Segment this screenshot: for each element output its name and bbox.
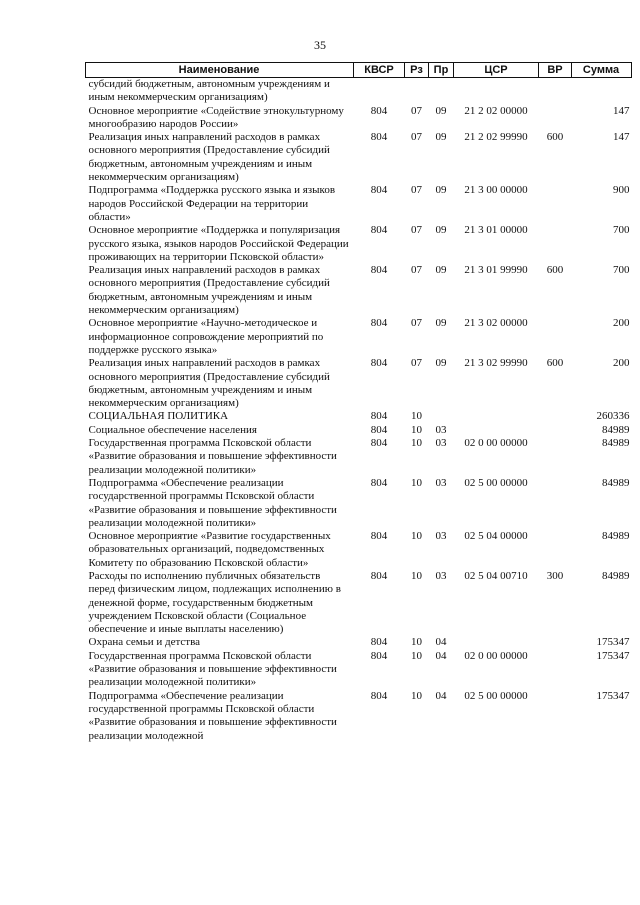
cell-vr xyxy=(539,636,572,649)
cell-vr xyxy=(539,410,572,423)
cell-csr: 21 3 02 99990 xyxy=(464,357,528,370)
cell-sum: 260336 xyxy=(596,410,630,423)
cell-pr: 09 xyxy=(435,224,447,237)
header-sum: Сумма xyxy=(572,63,632,78)
cell-kvsr: 804 xyxy=(370,264,388,277)
table-row xyxy=(86,410,632,423)
cell-pr: 09 xyxy=(435,357,447,370)
cell-kvsr: 804 xyxy=(370,131,388,144)
budget-table xyxy=(85,62,632,743)
cell-sum: 147 xyxy=(613,131,630,144)
cell-sum: 900 xyxy=(613,184,630,197)
cell-vr xyxy=(539,650,572,690)
cell-kvsr: 804 xyxy=(370,689,388,702)
cell-kvsr: 804 xyxy=(370,476,388,489)
cell-csr xyxy=(454,410,539,423)
cell-pr xyxy=(429,78,454,105)
cell-name: Государственная программа Псковской области «Развитие образования и повышение эффективности реализации молодежной политики» xyxy=(88,649,337,689)
cell-name: Социальное обеспечение населения xyxy=(88,423,257,436)
cell-rz: 10 xyxy=(411,476,422,489)
cell-sum: 700 xyxy=(613,264,630,277)
cell-rz: 10 xyxy=(411,569,422,582)
cell-pr: 03 xyxy=(435,437,447,450)
cell-rz: 07 xyxy=(411,357,422,370)
cell-kvsr: 804 xyxy=(370,317,388,330)
cell-kvsr: 804 xyxy=(370,437,388,450)
cell-name: Подпрограмма «Обеспечение реализации государственной программы Псковской области «Развитие образования и повышение эффективности реализации молодежной xyxy=(88,689,337,742)
cell-name: Основное мероприятие «Научно-методическое и информационное сопровождение мероприятий по поддержке русского языка» xyxy=(88,317,324,356)
cell-kvsr: 804 xyxy=(370,530,388,543)
header-pr: Пр xyxy=(429,63,454,78)
cell-kvsr: 804 xyxy=(370,410,388,423)
cell-name: Реализация иных направлений расходов в рамках основного мероприятия (Предоставление субсидий бюджетным, автономным учреждениям и иным некоммерческим организациям) xyxy=(88,264,330,317)
table-header-row xyxy=(86,63,632,78)
cell-sum: 175347 xyxy=(596,689,630,702)
cell-pr: 09 xyxy=(435,131,447,144)
cell-rz: 07 xyxy=(411,184,422,197)
cell-sum: 84989 xyxy=(602,437,630,450)
cell-sum: 84989 xyxy=(602,530,630,543)
cell-csr: 21 3 01 00000 xyxy=(464,224,528,237)
cell-csr: 02 0 00 00000 xyxy=(464,437,528,450)
cell-sum: 84989 xyxy=(602,476,630,489)
cell-kvsr: 804 xyxy=(370,224,388,237)
cell-name: Реализация иных направлений расходов в рамках основного мероприятия (Предоставление субсидий бюджетным, автономным учреждениям и иным некоммерческим организациям) xyxy=(88,357,330,410)
cell-csr: 21 2 02 00000 xyxy=(464,104,528,117)
cell-name: СОЦИАЛЬНАЯ ПОЛИТИКА xyxy=(88,410,229,423)
table-row xyxy=(86,424,632,437)
cell-sum: 147 xyxy=(613,104,630,117)
table-row xyxy=(86,530,632,570)
table-row xyxy=(86,264,632,317)
cell-sum: 200 xyxy=(613,317,630,330)
cell-kvsr: 804 xyxy=(370,184,388,197)
cell-vr: 600 xyxy=(546,357,564,370)
cell-csr: 21 2 02 99990 xyxy=(464,131,528,144)
table-row xyxy=(86,437,632,477)
cell-vr xyxy=(539,224,572,264)
header-name: Наименование xyxy=(86,63,354,78)
cell-rz: 07 xyxy=(411,317,422,330)
cell-name: Охрана семьи и детства xyxy=(88,636,201,649)
cell-kvsr: 804 xyxy=(370,357,388,370)
table-row xyxy=(86,131,632,184)
cell-rz: 10 xyxy=(411,410,422,423)
cell-vr xyxy=(539,105,572,132)
cell-rz: 07 xyxy=(411,104,422,117)
cell-csr: 02 5 04 00710 xyxy=(464,569,528,582)
cell-kvsr: 804 xyxy=(370,636,388,649)
cell-pr: 09 xyxy=(435,104,447,117)
cell-kvsr: 804 xyxy=(370,104,388,117)
cell-vr xyxy=(539,437,572,477)
cell-csr: 02 5 00 00000 xyxy=(464,689,528,702)
cell-rz: 07 xyxy=(411,264,422,277)
table-row xyxy=(86,357,632,410)
table-row xyxy=(86,317,632,357)
cell-pr: 03 xyxy=(435,530,447,543)
cell-sum: 84989 xyxy=(602,423,630,436)
table-row xyxy=(86,78,632,105)
cell-csr xyxy=(454,424,539,437)
cell-csr xyxy=(454,636,539,649)
cell-name: Подпрограмма «Обеспечение реализации государственной программы Псковской области «Развитие образования и повышение эффективности реализации молодежной политики» xyxy=(88,476,337,529)
table-row xyxy=(86,105,632,132)
cell-vr xyxy=(539,477,572,530)
cell-rz xyxy=(405,78,429,105)
cell-rz: 10 xyxy=(411,437,422,450)
cell-csr: 21 3 02 00000 xyxy=(464,317,528,330)
cell-name: Основное мероприятие «Развитие государственных образовательных организаций, подведомственных Комитету по образованию Псковской области» xyxy=(88,530,331,569)
table-row xyxy=(86,570,632,636)
cell-rz: 10 xyxy=(411,530,422,543)
cell-kvsr: 804 xyxy=(370,569,388,582)
cell-rz: 10 xyxy=(411,636,422,649)
cell-csr: 02 5 04 00000 xyxy=(464,530,528,543)
cell-pr: 04 xyxy=(435,649,447,662)
cell-pr: 03 xyxy=(435,569,447,582)
cell-vr xyxy=(539,530,572,570)
cell-rz: 07 xyxy=(411,131,422,144)
table-row xyxy=(86,477,632,530)
cell-csr: 02 5 00 00000 xyxy=(464,476,528,489)
cell-pr: 09 xyxy=(435,264,447,277)
cell-vr xyxy=(539,690,572,743)
cell-vr: 600 xyxy=(546,131,564,144)
table-row xyxy=(86,690,632,743)
header-rz: Рз xyxy=(405,63,429,78)
cell-rz: 10 xyxy=(411,689,422,702)
cell-csr: 21 3 01 99990 xyxy=(464,264,528,277)
cell-name: субсидий бюджетным, автономным учреждениям и иным некоммерческим организациям) xyxy=(88,78,330,104)
cell-sum: 700 xyxy=(613,224,630,237)
cell-pr: 04 xyxy=(435,636,447,649)
cell-sum: 200 xyxy=(613,357,630,370)
cell-pr: 09 xyxy=(435,184,447,197)
cell-pr: 09 xyxy=(435,317,447,330)
cell-name: Основное мероприятие «Поддержка и популяризация русского языка, языков народов Российской Федерации проживающих на территории Псковской области» xyxy=(88,224,349,263)
cell-pr xyxy=(429,410,454,423)
cell-vr xyxy=(539,184,572,224)
cell-kvsr: 804 xyxy=(370,423,388,436)
cell-name: Расходы по исполнению публичных обязательств перед физическим лицом, подлежащих исполнению в денежной форме, государственным бюджетным учреждением Псковской области (Социальное обеспечение и иные выплаты населению) xyxy=(88,569,341,636)
cell-vr: 300 xyxy=(546,569,564,582)
table-row xyxy=(86,636,632,649)
cell-name: Подпрограмма «Поддержка русского языка и языков народов Российской Федерации на территории области» xyxy=(88,184,336,223)
cell-rz: 10 xyxy=(411,649,422,662)
cell-vr xyxy=(539,78,572,105)
cell-name: Государственная программа Псковской области «Развитие образования и повышение эффективности реализации молодежной политики» xyxy=(88,437,337,476)
cell-pr: 04 xyxy=(435,689,447,702)
cell-vr: 600 xyxy=(546,264,564,277)
header-kvsr: КВСР xyxy=(354,63,405,78)
cell-pr: 03 xyxy=(435,423,447,436)
table-row xyxy=(86,184,632,224)
cell-csr: 02 0 00 00000 xyxy=(464,649,528,662)
table-row xyxy=(86,650,632,690)
cell-csr: 21 3 00 00000 xyxy=(464,184,528,197)
table-row xyxy=(86,224,632,264)
table-body xyxy=(86,78,632,743)
cell-sum xyxy=(572,78,632,105)
cell-kvsr: 804 xyxy=(370,649,388,662)
cell-vr xyxy=(539,317,572,357)
cell-rz: 07 xyxy=(411,224,422,237)
cell-sum: 175347 xyxy=(596,649,630,662)
page-number: 35 xyxy=(314,38,326,52)
cell-name: Реализация иных направлений расходов в рамках основного мероприятия (Предоставление субсидий бюджетным, автономным учреждениям и иным некоммерческим организациям) xyxy=(88,131,330,184)
cell-sum: 175347 xyxy=(596,636,630,649)
cell-sum: 84989 xyxy=(602,569,630,582)
cell-csr xyxy=(454,78,539,105)
cell-rz: 10 xyxy=(411,423,422,436)
header-vr: ВР xyxy=(539,63,572,78)
header-csr: ЦСР xyxy=(454,63,539,78)
cell-kvsr xyxy=(354,78,405,105)
cell-pr: 03 xyxy=(435,476,447,489)
cell-name: Основное мероприятие «Содействие этнокультурному многообразию народов России» xyxy=(88,104,344,130)
cell-vr xyxy=(539,424,572,437)
